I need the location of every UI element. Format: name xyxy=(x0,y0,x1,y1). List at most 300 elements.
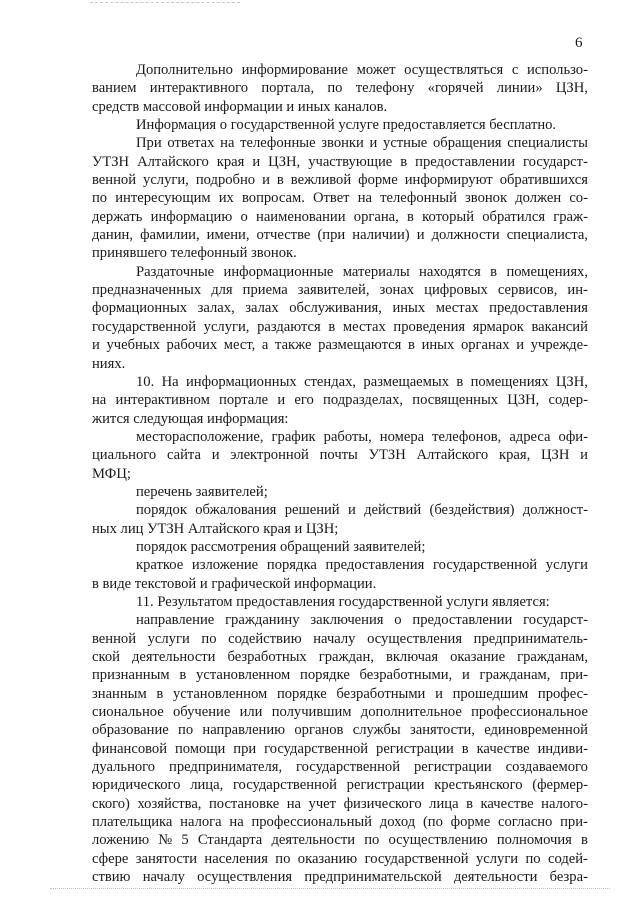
word: портала, xyxy=(261,80,315,97)
word: 10. xyxy=(136,373,155,390)
word: обучение xyxy=(172,704,231,721)
word: Алтайского xyxy=(416,447,489,464)
word: посвященных xyxy=(412,392,499,409)
word: осуществления xyxy=(367,630,463,647)
document-body xyxy=(92,61,588,886)
word: циального xyxy=(92,447,157,464)
word: услуги xyxy=(147,630,190,647)
text-line: МФЦ; xyxy=(92,465,131,482)
text-line xyxy=(92,208,588,226)
word: УТЗН xyxy=(368,447,406,464)
text-line: порядок рассмотрения обращений заявителей; xyxy=(136,538,426,555)
word: раздаются xyxy=(257,318,321,335)
word: крестьянского xyxy=(434,777,523,794)
word: оказание xyxy=(450,649,506,665)
word: предприниматель- xyxy=(473,630,588,647)
word: и xyxy=(347,502,356,519)
word: доход xyxy=(379,814,416,831)
text-line xyxy=(92,648,588,666)
word: государственной xyxy=(433,557,538,574)
word: должности xyxy=(431,227,500,244)
word: залах xyxy=(245,300,279,317)
word: деятельности xyxy=(131,649,216,665)
word: в xyxy=(466,795,473,812)
word: порядке xyxy=(276,685,327,702)
text-line xyxy=(92,721,588,739)
word: который xyxy=(422,208,475,225)
word: осуществлению xyxy=(388,832,488,849)
word: при- xyxy=(560,667,588,684)
text-line: 11. Результатом предоставления государственной услуги является: xyxy=(136,593,550,610)
word: размещаемых xyxy=(363,373,449,390)
word: месторасположение, xyxy=(136,428,264,445)
word: и xyxy=(435,685,443,702)
word: телефонный xyxy=(380,190,457,207)
word: и xyxy=(369,135,378,152)
word: по xyxy=(275,850,291,867)
word: на xyxy=(92,392,107,409)
word: а xyxy=(261,337,269,354)
word: содействию xyxy=(228,630,302,647)
word: ин- xyxy=(567,282,588,299)
word: юридического xyxy=(92,777,181,794)
text-line xyxy=(92,831,588,849)
word: иных xyxy=(421,337,455,354)
word: органов xyxy=(294,722,344,739)
word: наличии) xyxy=(352,227,410,244)
word: для xyxy=(211,282,233,299)
word: услуги xyxy=(475,850,519,867)
word: в xyxy=(461,740,469,757)
word: офи- xyxy=(558,428,588,445)
word: их xyxy=(218,190,234,207)
word: в xyxy=(581,832,588,849)
word: проведения xyxy=(393,318,466,335)
text-line xyxy=(92,813,588,831)
word: специалисты xyxy=(507,135,588,152)
word: включая xyxy=(385,649,439,665)
word: предназначенных xyxy=(92,282,202,299)
text-line xyxy=(92,263,588,281)
text-line xyxy=(92,758,588,776)
word: предоставлении xyxy=(415,153,516,170)
word: сервисов, xyxy=(497,282,558,299)
word: и xyxy=(461,667,470,684)
word: обжалования xyxy=(195,502,277,519)
word: прошедшим xyxy=(452,685,529,702)
word: материалы xyxy=(342,263,410,280)
word: обслуживания, xyxy=(289,300,382,317)
word: линии» xyxy=(496,80,543,97)
word: с xyxy=(511,62,519,78)
word: обратился xyxy=(482,208,546,225)
word: почты xyxy=(319,447,358,464)
text-line xyxy=(92,850,588,868)
word: ЦЗН, xyxy=(555,373,588,390)
word: дополнительное xyxy=(360,704,462,721)
word: и xyxy=(516,337,525,354)
word: информационные xyxy=(223,263,334,280)
text-line: ных лиц УТЗН Алтайского края и ЦЗН; xyxy=(92,520,339,537)
text-line xyxy=(92,318,588,336)
word: о xyxy=(394,612,402,629)
word: создаваемого xyxy=(505,759,588,776)
word: края, xyxy=(499,447,531,464)
word: при- xyxy=(560,814,588,831)
word: порядке xyxy=(300,667,350,684)
word: предоставления xyxy=(325,557,425,574)
word: безра- xyxy=(549,869,588,886)
word: стендах, xyxy=(304,373,357,390)
word: ЦЗН, xyxy=(507,392,540,409)
word: признанным xyxy=(92,667,170,684)
word: цифровых xyxy=(424,282,488,299)
word: государственной xyxy=(296,759,401,776)
word: населения xyxy=(204,850,268,867)
word: держать xyxy=(92,208,143,225)
word: данин, xyxy=(92,227,133,244)
word: безработными xyxy=(336,685,426,702)
word: ской xyxy=(92,649,120,665)
word: граж- xyxy=(553,208,588,225)
word: по xyxy=(364,832,380,849)
word: о xyxy=(240,208,248,225)
scan-artifact-top xyxy=(90,2,240,4)
text-line xyxy=(92,226,588,244)
word: может xyxy=(356,62,396,78)
word: постановке xyxy=(208,795,280,812)
word: приема xyxy=(242,282,288,299)
word: занятости, xyxy=(410,722,475,739)
word: порядок xyxy=(136,502,187,519)
word: в xyxy=(328,318,336,335)
word: профес- xyxy=(537,685,588,702)
word: местах xyxy=(435,300,479,317)
word: электронной xyxy=(230,447,309,464)
word: обратившихся xyxy=(499,172,588,189)
word: подразделах, xyxy=(323,392,404,409)
word: физического xyxy=(343,795,422,812)
word: (по xyxy=(422,814,443,831)
word: предпринимательской xyxy=(304,869,442,886)
word: изложение xyxy=(191,557,259,574)
word: граждан, xyxy=(318,649,374,665)
word: при xyxy=(233,740,257,757)
word: в xyxy=(400,153,408,170)
word: местах xyxy=(342,318,386,335)
word: установленном xyxy=(196,667,291,684)
word: иных xyxy=(392,300,426,317)
word: или xyxy=(239,704,263,721)
word: регистрации xyxy=(346,777,425,794)
text-line xyxy=(92,776,588,794)
word: плательщика xyxy=(92,814,173,831)
text-line: средств массовой информации и иных каналов. xyxy=(92,98,388,115)
word: в xyxy=(179,667,187,684)
word: участвующие xyxy=(308,153,393,170)
word: (фермер- xyxy=(532,777,588,794)
word: краткое xyxy=(136,557,184,574)
word: вопросам. xyxy=(241,190,305,207)
word: получившим xyxy=(271,704,352,721)
word: финансовой xyxy=(92,740,168,757)
word: Раздаточные xyxy=(136,263,215,280)
word: и xyxy=(252,153,261,170)
word: государственной xyxy=(92,318,197,335)
word: сиональное xyxy=(92,704,164,721)
word: учебных xyxy=(106,337,160,354)
text-line xyxy=(92,428,588,446)
word: интерактивного xyxy=(149,80,249,97)
word: На xyxy=(161,373,179,390)
word: зонах xyxy=(379,282,415,299)
word: в xyxy=(276,172,284,189)
word: государственной xyxy=(364,850,469,867)
text-line xyxy=(92,795,588,813)
word: в xyxy=(408,337,415,354)
text-line xyxy=(92,740,588,758)
word: началу xyxy=(142,869,185,886)
word: форме xyxy=(450,814,491,831)
word: осуществления xyxy=(197,869,293,886)
word: ванием xyxy=(92,80,137,97)
word: и xyxy=(416,227,425,244)
word: в xyxy=(407,208,414,225)
text-line xyxy=(92,61,588,79)
word: по xyxy=(327,80,343,97)
word: осуществляться xyxy=(404,62,504,78)
word: формационных xyxy=(92,300,188,317)
word: информацию xyxy=(150,208,233,225)
word: имени, xyxy=(206,227,250,244)
word: также xyxy=(275,337,312,354)
text-line xyxy=(92,685,588,703)
word: индиви- xyxy=(537,740,588,757)
word: предпринимателя, xyxy=(169,759,283,776)
text-line xyxy=(92,153,588,171)
word: телефонные xyxy=(240,135,316,152)
word: по xyxy=(525,850,541,867)
word: телефону xyxy=(355,80,415,97)
word: наименовании xyxy=(256,208,346,225)
word: Дополнительно xyxy=(136,62,233,78)
word: ответах xyxy=(167,135,215,152)
word: и xyxy=(211,447,220,464)
word: учрежде- xyxy=(530,337,588,354)
word: государственной xyxy=(232,777,337,794)
word: информирование xyxy=(241,62,348,78)
word: занятости xyxy=(135,850,198,867)
word: согласно xyxy=(497,814,553,831)
word: Алтайского xyxy=(137,153,209,170)
word: со- xyxy=(569,190,588,207)
word: ЦЗН, xyxy=(268,153,301,170)
word: звонки xyxy=(321,135,364,152)
text-line xyxy=(92,79,588,97)
text-line xyxy=(92,373,588,391)
word: Стандарта xyxy=(197,832,263,849)
word: форме xyxy=(358,172,398,189)
word: установленном xyxy=(173,685,268,702)
word: предоставлении xyxy=(412,612,513,629)
word: (при xyxy=(317,227,346,244)
word: единовременной xyxy=(484,722,588,739)
text-line xyxy=(92,189,588,207)
word: качестве xyxy=(480,795,534,812)
word: отчестве xyxy=(256,227,311,244)
word: ЦЗН, xyxy=(555,80,588,97)
word: заявителей, xyxy=(297,282,370,299)
word: сайта xyxy=(166,447,201,464)
word: регистрации xyxy=(413,759,492,776)
word: подробно xyxy=(195,172,256,189)
word: учет xyxy=(308,795,337,812)
word: Ответ xyxy=(312,190,350,207)
word: «горячей xyxy=(427,80,484,97)
word: безработными, xyxy=(359,667,453,684)
text-line: ниях. xyxy=(92,355,126,372)
word: помощи xyxy=(174,740,226,757)
word: помещениях xyxy=(470,373,549,390)
page-number: 6 xyxy=(575,35,583,51)
word: и xyxy=(580,447,588,464)
word: и xyxy=(92,337,100,354)
word: 5 xyxy=(181,832,189,849)
word: ствию xyxy=(92,869,131,886)
word: гражданам, xyxy=(479,667,551,684)
text-line xyxy=(92,299,588,317)
word: гражданину xyxy=(225,612,300,629)
text-line: жится следующая информация: xyxy=(92,410,289,427)
word: по xyxy=(92,190,108,207)
word: обращения xyxy=(432,135,502,152)
word: ЦЗН xyxy=(541,447,570,464)
word: работы, xyxy=(323,428,372,445)
word: телефонов, xyxy=(432,428,502,445)
word: мест, xyxy=(223,337,256,354)
word: регистрации xyxy=(376,740,454,757)
word: информируют xyxy=(404,172,493,189)
word: направлению xyxy=(202,722,286,739)
word: на xyxy=(229,814,244,831)
word: в xyxy=(156,685,164,702)
word: по xyxy=(201,630,217,647)
word: залах, xyxy=(197,300,235,317)
text-line: Информация о государственной услуге предоставляется бесплатно. xyxy=(136,117,557,134)
word: использо- xyxy=(526,62,588,78)
word: налого- xyxy=(541,795,588,812)
word: на xyxy=(286,795,301,812)
word: устные xyxy=(383,135,428,152)
word: на xyxy=(357,190,372,207)
word: направление xyxy=(136,612,215,629)
word: оказанию xyxy=(297,850,358,867)
text-line xyxy=(92,501,588,519)
word: государст- xyxy=(523,153,588,170)
word: деятельности xyxy=(453,869,538,886)
word: дуального xyxy=(92,759,156,776)
word: действий xyxy=(364,502,422,519)
word: полномочия xyxy=(496,832,572,849)
word: сфере xyxy=(92,850,129,867)
word: ского) xyxy=(92,795,130,812)
word: венной xyxy=(92,172,137,189)
word: заключения xyxy=(310,612,384,629)
word: органа, xyxy=(353,208,399,225)
word: налога xyxy=(180,814,222,831)
word: в xyxy=(490,263,498,280)
text-line xyxy=(92,630,588,648)
text-line xyxy=(92,868,588,886)
word: УТЗН xyxy=(92,153,130,170)
text-line xyxy=(92,611,588,629)
word: по xyxy=(178,722,194,739)
word: интересующим xyxy=(115,190,211,207)
word: его xyxy=(294,392,314,409)
word: и xyxy=(262,172,270,189)
word: содер- xyxy=(548,392,588,409)
word: венной xyxy=(92,630,137,647)
word: услуги xyxy=(545,557,588,574)
word: гражданам, xyxy=(517,649,588,665)
text-line xyxy=(92,446,588,464)
word: содей- xyxy=(547,850,588,867)
word: должен xyxy=(515,190,562,207)
word: портале xyxy=(219,392,269,409)
word: вакансий xyxy=(531,318,588,335)
text-line xyxy=(92,281,588,299)
word: специалиста, xyxy=(506,227,588,244)
word: находятся xyxy=(419,263,481,280)
word: ложению xyxy=(92,832,150,849)
word: вежливой xyxy=(290,172,352,189)
word: в xyxy=(456,373,464,390)
word: деятельности xyxy=(271,832,356,849)
word: профессиональное xyxy=(471,704,588,721)
word: качестве xyxy=(476,740,530,757)
word: порядка xyxy=(266,557,317,574)
word: ярмарок xyxy=(472,318,524,335)
text-line xyxy=(92,556,588,574)
word: номера xyxy=(379,428,425,445)
text-line xyxy=(92,171,588,189)
word: услуги, xyxy=(203,318,250,335)
word: интерактивном xyxy=(115,392,210,409)
word: решений xyxy=(284,502,340,519)
word: службы xyxy=(352,722,401,739)
word: лица, xyxy=(190,777,224,794)
word: звонок xyxy=(465,190,508,207)
word: лица xyxy=(429,795,459,812)
text-line xyxy=(92,336,588,354)
scan-artifact-bottom xyxy=(50,888,610,890)
text-line: в виде текстовой и графической информации. xyxy=(92,575,377,592)
word: размещаются xyxy=(318,337,402,354)
word: информационных xyxy=(186,373,297,390)
text-line xyxy=(92,703,588,721)
word: хозяйства, xyxy=(137,795,202,812)
word: и xyxy=(277,392,286,409)
text-line xyxy=(92,134,588,152)
text-line xyxy=(92,666,588,684)
word: помещениях, xyxy=(506,263,588,280)
word: (бездействия) xyxy=(429,502,515,519)
word: органах xyxy=(460,337,510,354)
word: график xyxy=(271,428,316,445)
word: услуги, xyxy=(143,172,189,189)
text-line: принявшего телефонный звонок. xyxy=(92,245,297,262)
word: на xyxy=(220,135,235,152)
